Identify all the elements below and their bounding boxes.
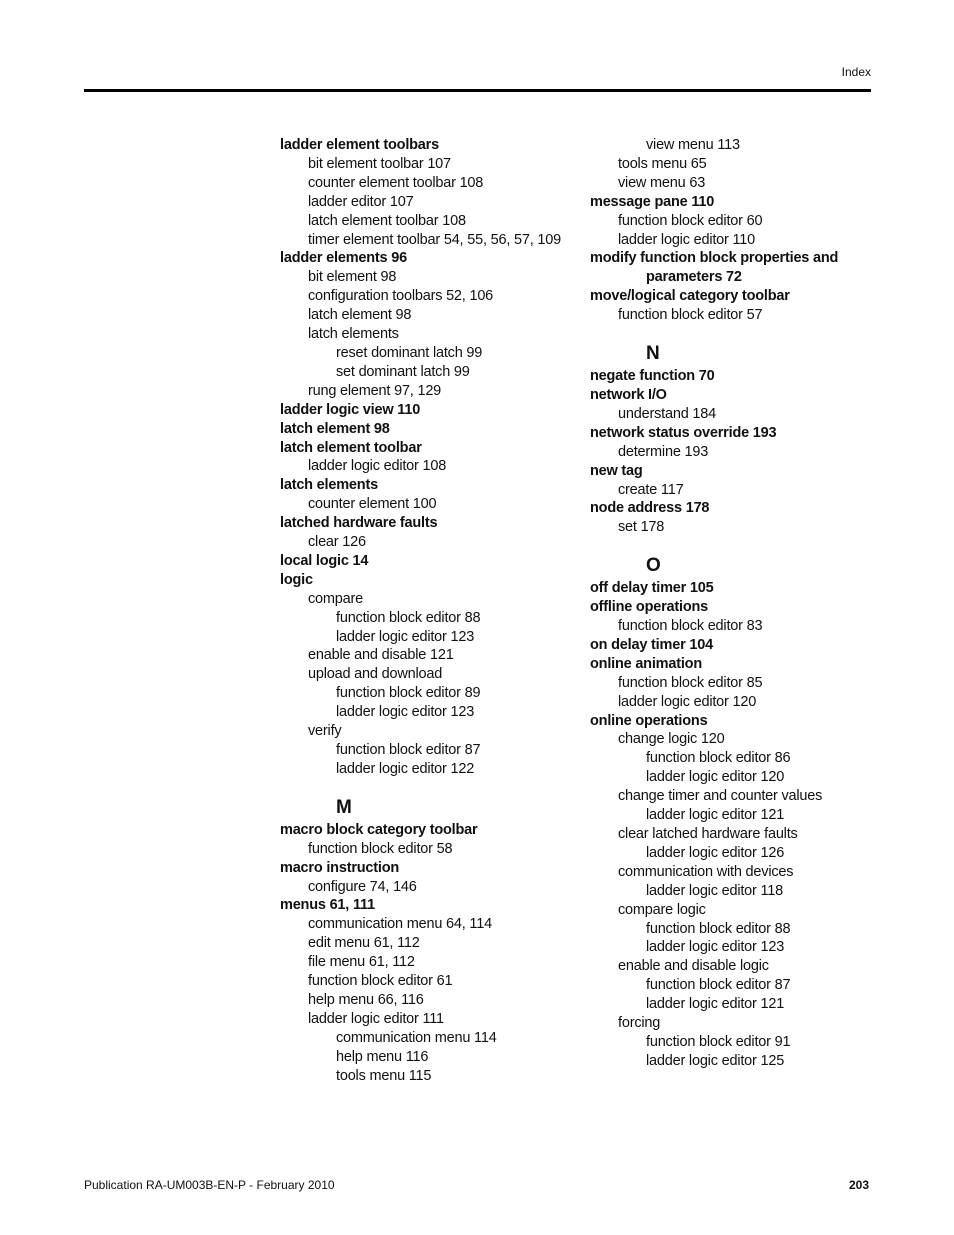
index-main-entry: macro instruction <box>280 859 400 876</box>
index-subsubentry: ladder logic editor 122 <box>336 760 475 777</box>
index-subentry: bit element 98 <box>308 269 397 286</box>
index-subentry: forcing <box>618 1015 661 1032</box>
index-section-letter: N <box>646 343 660 365</box>
index-subsubentry: function block editor 87 <box>336 742 481 758</box>
index-subsubentry: ladder logic editor 121 <box>646 807 785 824</box>
index-subentry: ladder logic editor 111 <box>308 1010 444 1027</box>
index-main-entry: new tag <box>590 462 643 479</box>
index-main-entry: ladder logic view 110 <box>280 401 421 418</box>
index-subsubentry: function block editor 86 <box>646 750 791 767</box>
index-main-entry: online animation <box>590 655 702 672</box>
index-main-entry: macro block category toolbar <box>280 821 478 838</box>
page-number: 203 <box>848 1178 869 1192</box>
index-subentry: communication menu 64, 114 <box>308 916 492 933</box>
index-main-entry: menus 61, 111 <box>280 897 375 914</box>
index-subentry: latch element toolbar 108 <box>308 212 466 229</box>
index-subentry: upload and download <box>308 666 443 683</box>
index-subsubentry: ladder logic editor 126 <box>646 844 785 861</box>
index-subsubentry: reset dominant latch 99 <box>336 344 483 361</box>
section-gap <box>590 537 880 553</box>
index-main-entry: offline operations <box>590 599 709 616</box>
index-subentry: understand 184 <box>618 405 716 422</box>
header-rule <box>84 89 871 92</box>
index-subentry: counter element toolbar 108 <box>308 174 484 191</box>
index-subsubentry: ladder logic editor 125 <box>646 1052 785 1069</box>
index-subentry: enable and disable 121 <box>308 647 454 664</box>
index-subsubentry: ladder logic editor 121 <box>646 996 785 1013</box>
index-subentry: edit menu 61, 112 <box>308 935 420 952</box>
index-subentry: ladder logic editor 120 <box>618 693 757 710</box>
index-main-entry: negate function 70 <box>590 368 715 385</box>
index-subsubentry: tools menu 115 <box>336 1067 432 1084</box>
index-subsubentry: ladder logic editor 123 <box>336 704 475 721</box>
index-subentry: rung element 97, 129 <box>308 382 442 399</box>
running-header-label: Index <box>841 65 871 79</box>
index-main-entry: ladder element toolbars <box>280 137 439 153</box>
index-column-right <box>590 136 880 1071</box>
index-subsubentry: set dominant latch 99 <box>336 363 470 380</box>
index-subentry: timer element toolbar 54, 55, 56, 57, 109 <box>308 231 561 248</box>
index-main-entry: message pane 110 <box>590 193 715 210</box>
index-subentry: latch elements <box>308 326 399 343</box>
index-subentry: bit element toolbar 107 <box>308 155 451 172</box>
index-subsubentry: function block editor 91 <box>646 1033 791 1050</box>
index-subentry: communication with devices <box>618 863 794 880</box>
index-subentry: file menu 61, 112 <box>308 954 415 971</box>
index-subentry: view menu 63 <box>618 174 706 191</box>
index-subentry: function block editor 85 <box>618 674 763 691</box>
index-subentry: configuration toolbars 52, 106 <box>308 288 494 305</box>
index-subsubentry: function block editor 87 <box>646 977 791 994</box>
index-subentry: function block editor 60 <box>618 212 763 229</box>
index-main-entry: latch elements <box>280 477 378 494</box>
index-subsubentry: communication menu 114 <box>336 1029 497 1046</box>
index-main-entry: ladder elements 96 <box>280 250 407 267</box>
index-subentry: ladder logic editor 110 <box>618 231 756 248</box>
index-subentry: counter element 100 <box>308 496 437 513</box>
index-subentry: help menu 66, 116 <box>308 991 424 1008</box>
index-subsubentry: view menu 113 <box>646 137 740 153</box>
index-main-entry: network status override 193 <box>590 424 777 441</box>
index-subentry: enable and disable logic <box>618 958 769 975</box>
index-subentry: clear 126 <box>308 534 366 551</box>
index-subentry: compare logic <box>618 901 706 918</box>
index-main-entry: move/logical category toolbar <box>590 288 790 305</box>
index-subentry: clear latched hardware faults <box>618 826 798 842</box>
index-subentry: function block editor 58 <box>308 840 453 857</box>
index-main-entry: network I/O <box>590 386 667 403</box>
index-subentry: configure 74, 146 <box>308 878 417 895</box>
index-subentry: determine 193 <box>618 443 709 460</box>
index-entry-continuation: parameters 72 <box>646 269 742 286</box>
index-main-entry: latch element 98 <box>280 420 390 437</box>
index-subentry: create 117 <box>618 481 684 498</box>
index-main-entry: latched hardware faults <box>280 515 438 532</box>
index-subentry: function block editor 83 <box>618 618 763 635</box>
publication-footer: Publication RA-UM003B-EN-P - February 2010 <box>84 1178 335 1192</box>
index-subentry: latch element 98 <box>308 307 412 324</box>
index-subentry: ladder logic editor 108 <box>308 458 447 475</box>
index-subsubentry: ladder logic editor 123 <box>336 628 475 645</box>
index-subsubentry: function block editor 89 <box>336 685 481 702</box>
index-main-entry: online operations <box>590 712 708 729</box>
index-subsubentry: ladder logic editor 120 <box>646 769 785 786</box>
index-main-entry: logic <box>280 571 313 588</box>
index-subentry: verify <box>308 723 342 740</box>
index-main-entry: latch element toolbar <box>280 439 422 456</box>
index-subsubentry: ladder logic editor 118 <box>646 882 784 899</box>
index-subsubentry: help menu 116 <box>336 1048 429 1065</box>
section-gap <box>590 325 880 341</box>
section-gap <box>280 779 580 795</box>
index-section-letter: O <box>646 555 661 577</box>
index-main-entry: local logic 14 <box>280 552 369 569</box>
index-main-entry: modify function block properties and <box>590 250 839 267</box>
index-subentry: function block editor 61 <box>308 973 453 990</box>
index-subentry: set 178 <box>618 519 665 536</box>
index-subsubentry: function block editor 88 <box>646 920 791 937</box>
index-subsubentry: ladder logic editor 123 <box>646 939 785 956</box>
index-subentry: ladder editor 107 <box>308 193 414 210</box>
index-column-left <box>280 136 580 1086</box>
index-main-entry: node address 178 <box>590 500 710 517</box>
index-subentry: function block editor 57 <box>618 307 763 324</box>
index-subentry: change logic 120 <box>618 731 725 748</box>
index-subentry: compare <box>308 590 364 607</box>
index-subentry: tools menu 65 <box>618 155 707 172</box>
index-subsubentry: function block editor 88 <box>336 609 481 626</box>
index-main-entry: on delay timer 104 <box>590 636 713 653</box>
index-main-entry: off delay timer 105 <box>590 580 714 597</box>
index-subentry: change timer and counter values <box>618 788 823 805</box>
index-section-letter: M <box>336 796 352 818</box>
